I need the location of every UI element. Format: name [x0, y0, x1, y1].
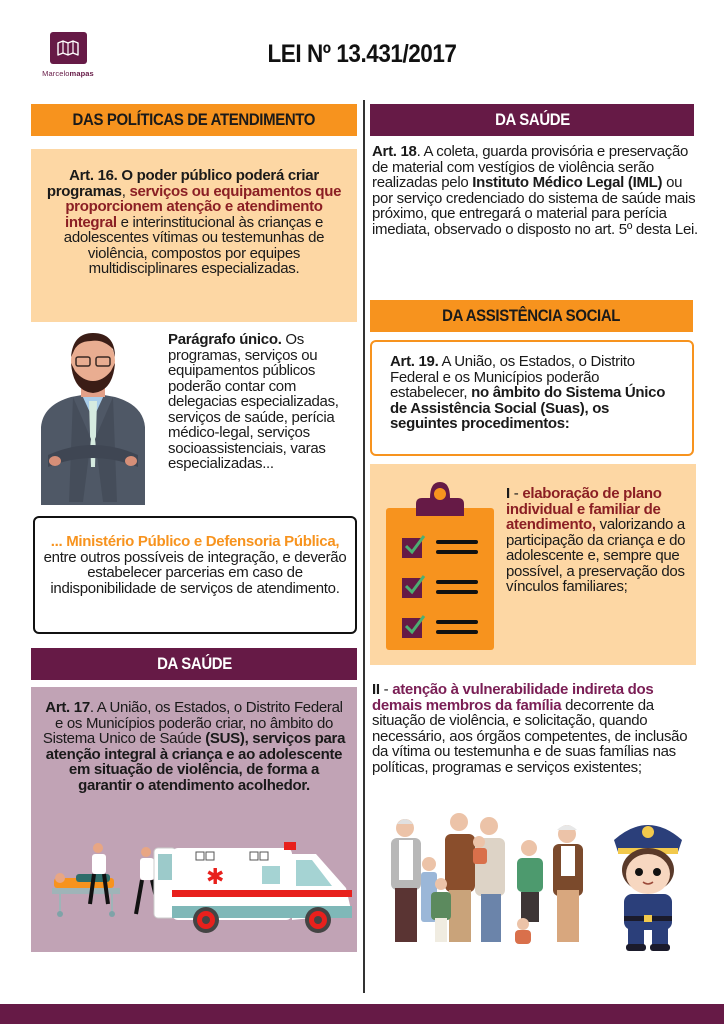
footer-bar: [0, 1004, 724, 1024]
section-header-saude-left: DA SAÚDE: [31, 648, 357, 680]
ambulance-illustration: [46, 838, 356, 938]
svg-text:✱: ✱: [206, 865, 225, 890]
checklist-clipboard-icon: [386, 480, 494, 650]
art17-box: Art. 17. A União, os Estados, o Distrito Federal e os Municípios poderão criar, no âmbito do Sistema Unico de Saúde (SUS), serviços para atenção integral à criança e ao adolescente em situação de violência, de forma a garantir o atendimento acolhedor.: [31, 687, 357, 952]
column-divider: [363, 100, 365, 993]
family-group-illustration: [383, 812, 595, 952]
page-title: LEI Nº 13.431/2017: [267, 40, 457, 68]
art16-box: Art. 16. O poder público poderá criar programas, serviços ou equipamentos que proporcionem atenção e atendimento integral e interinstitucional às crianças e adolescentes vítimas ou testemunhas de violência, compostos por equipes multidisciplinares especializadas.: [31, 149, 357, 322]
item-ii-text: II - atenção à vulnerabilidade indireta dos demais membros da família decorrente da situação de violência, e solicitação, quando necessário, aos órgãos competentes, de inclusão da vítima ou testemunha e de suas famílias nas políticas, programas e serviços existentes;: [372, 681, 688, 776]
paragrafo-unico: Parágrafo único. Os programas, serviços ou equipamentos públicos poderão contar com delegacias especializadas, serviços de saúde, perícia médico-legal, serviços socioassistenciais, varas especializadas...: [168, 331, 339, 472]
brand-name: Marcelomapas: [42, 69, 94, 78]
section-header-saude-right: DA SAÚDE: [370, 104, 694, 136]
section-header-assistencia: DA ASSISTÊNCIA SOCIAL: [370, 300, 693, 332]
art19-box: Art. 19. A União, os Estados, o Distrito Federal e os Municípios poderão estabelecer, no âmbito do Sistema Único de Assistência Social (Suas), os seguintes procedimentos:: [370, 340, 694, 456]
art18-text: Art. 18. A coleta, guarda provisória e preservação de material com vestígios de violência serão realizadas pelo Instituto Médico Legal (IML) ou por serviço credenciado do sistema de saúde mais próximo, que entregará o material para perícia imediata, observado o disposto no art. 5º desta Lei.: [372, 143, 698, 238]
bearded-man-illustration: [33, 327, 153, 505]
police-officer-illustration: [608, 814, 688, 952]
item-i-box: [370, 464, 696, 665]
ministerio-publico-box: ... Ministério Público e Defensoria Pública, entre outros possíveis de integração, e deverão estabelecer parcerias em caso de indisponibilidade de serviços de atendimento.: [33, 516, 357, 634]
section-header-politicas: DAS POLÍTICAS DE ATENDIMENTO: [31, 104, 357, 136]
item-i-text: I - elaboração de plano individual e familiar de atendimento, valorizando a participação da criança e do adolescente e, sempre que possível, a preservação dos vínculos familiares;: [506, 485, 686, 595]
